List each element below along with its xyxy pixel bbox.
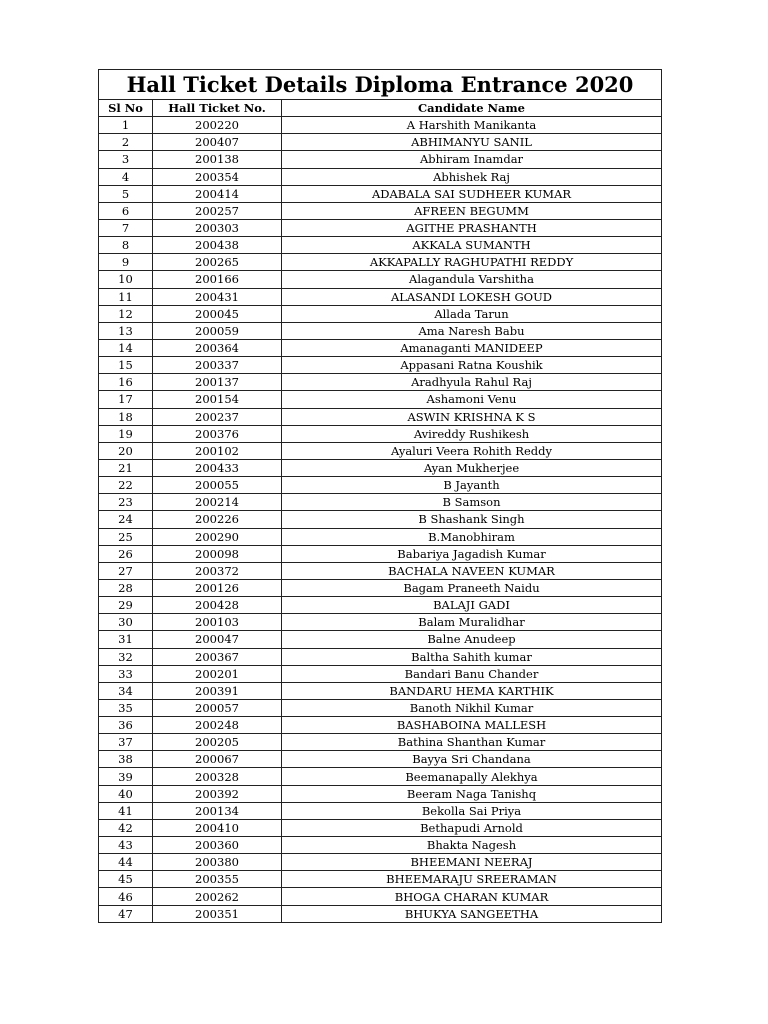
candidate-name-cell: BHEEMANI NEERAJ bbox=[282, 854, 662, 871]
sl-no-cell: 36 bbox=[99, 717, 153, 734]
sl-no-cell: 46 bbox=[99, 888, 153, 905]
sl-no-cell: 20 bbox=[99, 442, 153, 459]
hall-ticket-no-cell: 200248 bbox=[153, 717, 282, 734]
sl-no-cell: 2 bbox=[99, 134, 153, 151]
table-row bbox=[99, 717, 662, 734]
hall-ticket-no-cell: 200262 bbox=[153, 888, 282, 905]
hall-ticket-no-cell: 200103 bbox=[153, 614, 282, 631]
candidate-name-cell: AFREEN BEGUMM bbox=[282, 202, 662, 219]
hall-ticket-no-cell: 200134 bbox=[153, 802, 282, 819]
candidate-name-cell: AKKAPALLY RAGHUPATHI REDDY bbox=[282, 254, 662, 271]
sl-no-cell: 33 bbox=[99, 665, 153, 682]
sl-no-cell: 26 bbox=[99, 545, 153, 562]
candidate-name-cell: Avireddy Rushikesh bbox=[282, 425, 662, 442]
sl-no-cell: 38 bbox=[99, 751, 153, 768]
table-row bbox=[99, 185, 662, 202]
hall-ticket-no-cell: 200126 bbox=[153, 579, 282, 596]
table-row bbox=[99, 151, 662, 168]
candidate-name-cell: BHEEMARAJU SREERAMAN bbox=[282, 871, 662, 888]
header-row bbox=[99, 100, 662, 117]
sl-no-cell: 24 bbox=[99, 511, 153, 528]
sl-no-cell: 35 bbox=[99, 699, 153, 716]
hall-ticket-no-cell: 200360 bbox=[153, 837, 282, 854]
sl-no-cell: 30 bbox=[99, 614, 153, 631]
hall-ticket-no-cell: 200059 bbox=[153, 322, 282, 339]
table-row bbox=[99, 322, 662, 339]
table-row bbox=[99, 254, 662, 271]
sl-no-cell: 6 bbox=[99, 202, 153, 219]
sl-no-cell: 18 bbox=[99, 408, 153, 425]
table-row bbox=[99, 408, 662, 425]
table-row bbox=[99, 648, 662, 665]
sl-no-cell: 23 bbox=[99, 494, 153, 511]
table-row bbox=[99, 357, 662, 374]
sl-no-cell: 12 bbox=[99, 305, 153, 322]
sl-no-cell: 47 bbox=[99, 905, 153, 922]
sl-no-cell: 7 bbox=[99, 219, 153, 236]
table-row bbox=[99, 288, 662, 305]
hall-ticket-no-cell: 200376 bbox=[153, 425, 282, 442]
hall-ticket-no-cell: 200045 bbox=[153, 305, 282, 322]
hall-ticket-no-cell: 200355 bbox=[153, 871, 282, 888]
candidate-name-cell: Ayan Mukherjee bbox=[282, 459, 662, 476]
sl-no-cell: 37 bbox=[99, 734, 153, 751]
sl-no-cell: 45 bbox=[99, 871, 153, 888]
candidate-name-cell: ABHIMANYU SANIL bbox=[282, 134, 662, 151]
hall-ticket-no-cell: 200166 bbox=[153, 271, 282, 288]
sl-no-cell: 31 bbox=[99, 631, 153, 648]
table-row bbox=[99, 168, 662, 185]
sl-no-cell: 16 bbox=[99, 374, 153, 391]
table-row bbox=[99, 871, 662, 888]
sl-no-cell: 13 bbox=[99, 322, 153, 339]
column-header-candidate-name: Candidate Name bbox=[282, 100, 662, 117]
hall-ticket-no-cell: 200257 bbox=[153, 202, 282, 219]
sl-no-cell: 5 bbox=[99, 185, 153, 202]
candidate-name-cell: Ashamoni Venu bbox=[282, 391, 662, 408]
table-row bbox=[99, 477, 662, 494]
candidate-name-cell: BASHABOINA MALLESH bbox=[282, 717, 662, 734]
candidate-name-cell: Appasani Ratna Koushik bbox=[282, 357, 662, 374]
hall-ticket-no-cell: 200431 bbox=[153, 288, 282, 305]
title-row bbox=[99, 70, 662, 100]
table-row bbox=[99, 888, 662, 905]
sl-no-cell: 3 bbox=[99, 151, 153, 168]
sl-no-cell: 1 bbox=[99, 117, 153, 134]
candidate-name-cell: Aradhyula Rahul Raj bbox=[282, 374, 662, 391]
table-row bbox=[99, 442, 662, 459]
candidate-name-cell: Allada Tarun bbox=[282, 305, 662, 322]
sl-no-cell: 21 bbox=[99, 459, 153, 476]
hall-ticket-no-cell: 200154 bbox=[153, 391, 282, 408]
table-row bbox=[99, 665, 662, 682]
table-row bbox=[99, 425, 662, 442]
column-header-hall-ticket-no: Hall Ticket No. bbox=[153, 100, 282, 117]
hall-ticket-no-cell: 200391 bbox=[153, 682, 282, 699]
hall-ticket-no-cell: 200328 bbox=[153, 768, 282, 785]
candidate-name-cell: Abhiram Inamdar bbox=[282, 151, 662, 168]
sl-no-cell: 15 bbox=[99, 357, 153, 374]
candidate-name-cell: AKKALA SUMANTH bbox=[282, 237, 662, 254]
candidate-name-cell: Bekolla Sai Priya bbox=[282, 802, 662, 819]
candidate-name-cell: Beemanapally Alekhya bbox=[282, 768, 662, 785]
hall-ticket-no-cell: 200428 bbox=[153, 597, 282, 614]
sl-no-cell: 43 bbox=[99, 837, 153, 854]
sl-no-cell: 14 bbox=[99, 339, 153, 356]
table-row bbox=[99, 682, 662, 699]
hall-ticket-no-cell: 200337 bbox=[153, 357, 282, 374]
candidate-name-cell: Bandari Banu Chander bbox=[282, 665, 662, 682]
candidate-name-cell: Bethapudi Arnold bbox=[282, 819, 662, 836]
hall-ticket-no-cell: 200367 bbox=[153, 648, 282, 665]
hall-ticket-no-cell: 200205 bbox=[153, 734, 282, 751]
table-row bbox=[99, 374, 662, 391]
sl-no-cell: 39 bbox=[99, 768, 153, 785]
table-row bbox=[99, 905, 662, 922]
candidate-name-cell: BACHALA NAVEEN KUMAR bbox=[282, 562, 662, 579]
table-row bbox=[99, 614, 662, 631]
table-row bbox=[99, 734, 662, 751]
table-row bbox=[99, 237, 662, 254]
table-row bbox=[99, 134, 662, 151]
hall-ticket-no-cell: 200392 bbox=[153, 785, 282, 802]
sl-no-cell: 42 bbox=[99, 819, 153, 836]
candidate-name-cell: Beeram Naga Tanishq bbox=[282, 785, 662, 802]
sl-no-cell: 9 bbox=[99, 254, 153, 271]
table-row bbox=[99, 459, 662, 476]
candidate-name-cell: ASWIN KRISHNA K S bbox=[282, 408, 662, 425]
candidate-name-cell: AGITHE PRASHANTH bbox=[282, 219, 662, 236]
sl-no-cell: 28 bbox=[99, 579, 153, 596]
table-row bbox=[99, 219, 662, 236]
candidate-name-cell: Banoth Nikhil Kumar bbox=[282, 699, 662, 716]
hall-ticket-table bbox=[98, 69, 662, 923]
hall-ticket-no-cell: 200290 bbox=[153, 528, 282, 545]
sl-no-cell: 19 bbox=[99, 425, 153, 442]
table-row bbox=[99, 117, 662, 134]
table-row bbox=[99, 562, 662, 579]
candidate-name-cell: BANDARU HEMA KARTHIK bbox=[282, 682, 662, 699]
hall-ticket-no-cell: 200351 bbox=[153, 905, 282, 922]
sl-no-cell: 4 bbox=[99, 168, 153, 185]
table-row bbox=[99, 768, 662, 785]
sl-no-cell: 8 bbox=[99, 237, 153, 254]
table-row bbox=[99, 699, 662, 716]
table-row bbox=[99, 494, 662, 511]
hall-ticket-no-cell: 200414 bbox=[153, 185, 282, 202]
hall-ticket-no-cell: 200354 bbox=[153, 168, 282, 185]
table-row bbox=[99, 819, 662, 836]
hall-ticket-no-cell: 200438 bbox=[153, 237, 282, 254]
sl-no-cell: 29 bbox=[99, 597, 153, 614]
table-row bbox=[99, 751, 662, 768]
hall-ticket-no-cell: 200201 bbox=[153, 665, 282, 682]
table-row bbox=[99, 854, 662, 871]
hall-ticket-no-cell: 200137 bbox=[153, 374, 282, 391]
table-row bbox=[99, 528, 662, 545]
sl-no-cell: 11 bbox=[99, 288, 153, 305]
sl-no-cell: 40 bbox=[99, 785, 153, 802]
hall-ticket-no-cell: 200433 bbox=[153, 459, 282, 476]
candidate-name-cell: Bayya Sri Chandana bbox=[282, 751, 662, 768]
candidate-name-cell: B Jayanth bbox=[282, 477, 662, 494]
candidate-name-cell: Babariya Jagadish Kumar bbox=[282, 545, 662, 562]
candidate-name-cell: Alagandula Varshitha bbox=[282, 271, 662, 288]
table-row bbox=[99, 785, 662, 802]
sl-no-cell: 32 bbox=[99, 648, 153, 665]
candidate-name-cell: Amanaganti MANIDEEP bbox=[282, 339, 662, 356]
sl-no-cell: 27 bbox=[99, 562, 153, 579]
hall-ticket-no-cell: 200380 bbox=[153, 854, 282, 871]
candidate-name-cell: BHUKYA SANGEETHA bbox=[282, 905, 662, 922]
candidate-name-cell: Baltha Sahith kumar bbox=[282, 648, 662, 665]
candidate-name-cell: Ayaluri Veera Rohith Reddy bbox=[282, 442, 662, 459]
hall-ticket-no-cell: 200364 bbox=[153, 339, 282, 356]
table-row bbox=[99, 339, 662, 356]
table-body bbox=[99, 117, 662, 923]
hall-ticket-no-cell: 200410 bbox=[153, 819, 282, 836]
candidate-name-cell: Bathina Shanthan Kumar bbox=[282, 734, 662, 751]
column-header-sl-no: Sl No bbox=[99, 100, 153, 117]
candidate-name-cell: ADABALA SAI SUDHEER KUMAR bbox=[282, 185, 662, 202]
candidate-name-cell: Balam Muralidhar bbox=[282, 614, 662, 631]
sl-no-cell: 22 bbox=[99, 477, 153, 494]
candidate-name-cell: B Shashank Singh bbox=[282, 511, 662, 528]
hall-ticket-no-cell: 200220 bbox=[153, 117, 282, 134]
candidate-name-cell: Bhakta Nagesh bbox=[282, 837, 662, 854]
hall-ticket-no-cell: 200265 bbox=[153, 254, 282, 271]
table-row bbox=[99, 837, 662, 854]
hall-ticket-no-cell: 200055 bbox=[153, 477, 282, 494]
sl-no-cell: 41 bbox=[99, 802, 153, 819]
table-row bbox=[99, 391, 662, 408]
document-title: Hall Ticket Details Diploma Entrance 2020 bbox=[99, 70, 662, 100]
candidate-name-cell: Abhishek Raj bbox=[282, 168, 662, 185]
sl-no-cell: 10 bbox=[99, 271, 153, 288]
sl-no-cell: 25 bbox=[99, 528, 153, 545]
candidate-name-cell: A Harshith Manikanta bbox=[282, 117, 662, 134]
candidate-name-cell: B Samson bbox=[282, 494, 662, 511]
hall-ticket-no-cell: 200047 bbox=[153, 631, 282, 648]
candidate-name-cell: Balne Anudeep bbox=[282, 631, 662, 648]
hall-ticket-no-cell: 200226 bbox=[153, 511, 282, 528]
hall-ticket-no-cell: 200138 bbox=[153, 151, 282, 168]
table-row bbox=[99, 597, 662, 614]
candidate-name-cell: Ama Naresh Babu bbox=[282, 322, 662, 339]
sl-no-cell: 44 bbox=[99, 854, 153, 871]
candidate-name-cell: B.Manobhiram bbox=[282, 528, 662, 545]
hall-ticket-no-cell: 200407 bbox=[153, 134, 282, 151]
table-row bbox=[99, 579, 662, 596]
hall-ticket-no-cell: 200067 bbox=[153, 751, 282, 768]
hall-ticket-no-cell: 200214 bbox=[153, 494, 282, 511]
hall-ticket-no-cell: 200057 bbox=[153, 699, 282, 716]
candidate-name-cell: Bagam Praneeth Naidu bbox=[282, 579, 662, 596]
candidate-name-cell: ALASANDI LOKESH GOUD bbox=[282, 288, 662, 305]
hall-ticket-no-cell: 200237 bbox=[153, 408, 282, 425]
hall-ticket-no-cell: 200372 bbox=[153, 562, 282, 579]
candidate-name-cell: BALAJI GADI bbox=[282, 597, 662, 614]
sl-no-cell: 34 bbox=[99, 682, 153, 699]
table-row bbox=[99, 545, 662, 562]
sl-no-cell: 17 bbox=[99, 391, 153, 408]
hall-ticket-no-cell: 200098 bbox=[153, 545, 282, 562]
table-row bbox=[99, 271, 662, 288]
hall-ticket-no-cell: 200102 bbox=[153, 442, 282, 459]
hall-ticket-no-cell: 200303 bbox=[153, 219, 282, 236]
table-row bbox=[99, 631, 662, 648]
table-row bbox=[99, 305, 662, 322]
table-row bbox=[99, 202, 662, 219]
table-row bbox=[99, 511, 662, 528]
table-row bbox=[99, 802, 662, 819]
candidate-name-cell: BHOGA CHARAN KUMAR bbox=[282, 888, 662, 905]
